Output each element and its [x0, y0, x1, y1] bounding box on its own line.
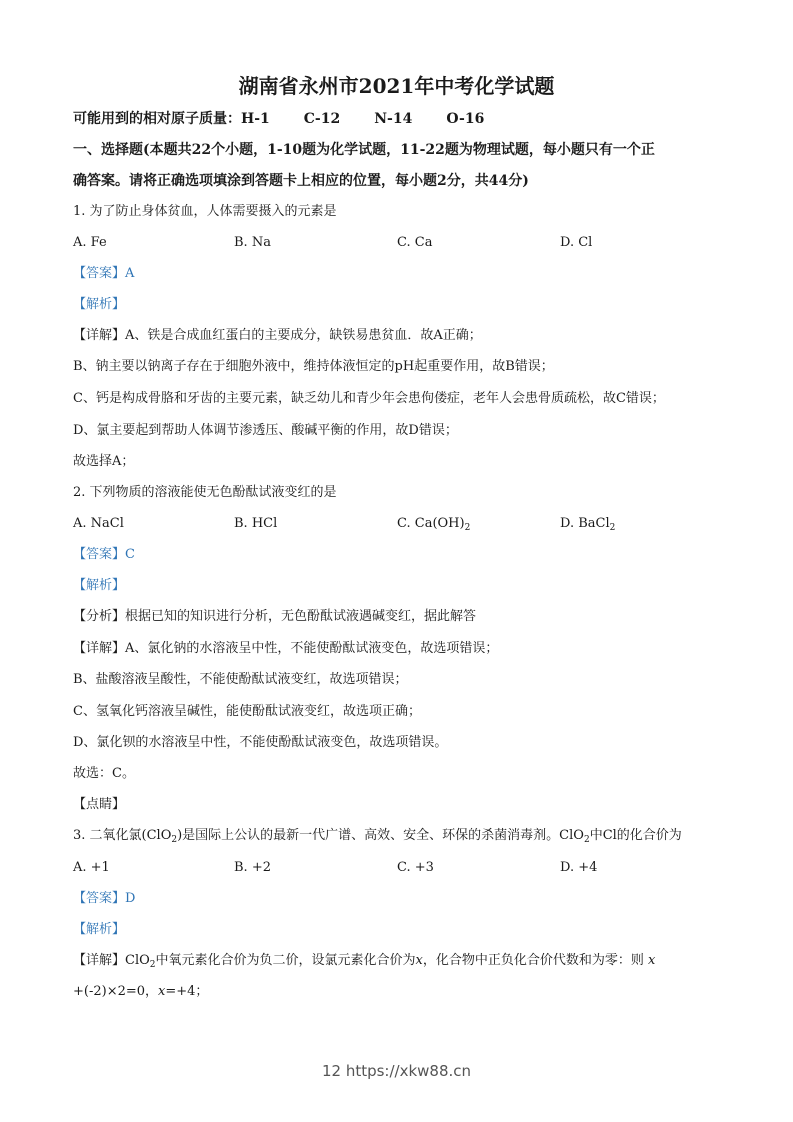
q2-option-d: D. BaCl$_2$	[560, 516, 616, 533]
q1-detail-c: C、钙是构成骨胳和牙齿的主要元素，缺乏幼儿和青少年会患佝偻症，老年人会患骨质疏松，故C错误；	[73, 391, 665, 406]
q2-stem: 2. 下列物质的溶液能使无色酚酞试液变红的是	[73, 485, 337, 500]
q2-conclusion: 故选：C。	[73, 766, 135, 781]
atomic-mass-value: H-1	[241, 111, 270, 127]
atomic-mass-line	[73, 110, 484, 128]
q3-option-a: A. +1	[73, 860, 110, 875]
q3-detail-line2: +(-2)×2=0，x=+4；	[73, 984, 209, 999]
q1-option-c: C. Ca	[397, 235, 433, 250]
q2-option-c: C. $Ca(OH)_2$	[397, 516, 471, 533]
q2-answer: 【答案】C	[73, 547, 135, 562]
section-heading-line1: 一、选择题(本题共22个小题，1-10题为化学试题，11-22题为物理试题，每小题只有一个正	[73, 142, 655, 158]
q1-option-d: D. Cl	[560, 235, 593, 250]
q1-options	[73, 234, 733, 252]
q1-conclusion: 故选择A；	[73, 454, 135, 469]
atomic-mass-value: O-16	[446, 111, 485, 127]
section-heading-line2: 确答案。请将正确选项填涂到答题卡上相应的位置，每小题2分，共44分)	[73, 173, 529, 189]
q3-detail: 【详解】ClO$_2$中氧元素化合价为负二价，设氯元素化合价为x，化合物中正负化合价代数和为零：则 x	[73, 953, 656, 970]
q1-analysis-label: 【解析】	[73, 297, 126, 312]
q1-stem: 1. 为了防止身体贫血，人体需要摄入的元素是	[73, 204, 337, 219]
q3-analysis-label: 【解析】	[73, 922, 126, 937]
q2-option-a: A. NaCl	[73, 516, 124, 531]
q3-options	[73, 859, 733, 877]
page-footer: 12 https://xkw88.cn	[321, 1062, 472, 1080]
q2-detail-c: C、氢氧化钙溶液呈碱性，能使酚酞试液变红，故选项正确；	[73, 704, 421, 719]
page-title: 湖南省永州市2021年中考化学试题	[238, 74, 555, 98]
atomic-mass-label: 可能用到的相对原子质量：	[73, 111, 241, 127]
q1-option-b: B. Na	[234, 235, 271, 250]
q3-option-b: B. +2	[234, 860, 271, 875]
q2-options	[73, 515, 733, 533]
q1-answer: 【答案】A	[73, 266, 135, 281]
atomic-mass-value: C-12	[303, 111, 341, 127]
q3-stem: 3. 二氧化氯(ClO$_2$)是国际上公认的最新一代广谱、高效、安全、环保的杀菌消毒剂。ClO$_2$中Cl的化合价为	[73, 828, 682, 845]
q1-detail-b: B、钠主要以钠离子存在于细胞外液中，维持体液恒定的pH起重要作用，故B错误；	[73, 359, 554, 374]
q2-fenxi: 【分析】根据已知的知识进行分析，无色酚酞试液遇碱变红，据此解答	[73, 609, 477, 624]
q2-dianjing: 【点睛】	[73, 797, 126, 812]
q1-detail-d: D、氯主要起到帮助人体调节渗透压、酸碱平衡的作用，故D错误；	[73, 423, 458, 438]
q2-detail-d: D、氯化钡的水溶液呈中性，不能使酚酞试液变色，故选项错误。	[73, 735, 448, 750]
q3-option-d: D. +4	[560, 860, 598, 875]
q2-detail: 【详解】A、氯化钠的水溶液呈中性，不能使酚酞试液变色，故选项错误；	[73, 641, 499, 656]
q1-detail: 【详解】A、铁是合成血红蛋白的主要成分，缺铁易患贫血．故A正确；	[73, 328, 482, 343]
q3-option-c: C. +3	[397, 860, 434, 875]
q2-analysis-label: 【解析】	[73, 578, 126, 593]
q1-option-a: A. Fe	[73, 235, 107, 250]
q3-answer: 【答案】D	[73, 891, 136, 906]
q2-option-b: B. HCl	[234, 516, 278, 531]
atomic-mass-value: N-14	[374, 111, 413, 127]
q2-detail-b: B、盐酸溶液呈酸性，不能使酚酞试液变红，故选项错误；	[73, 672, 408, 687]
